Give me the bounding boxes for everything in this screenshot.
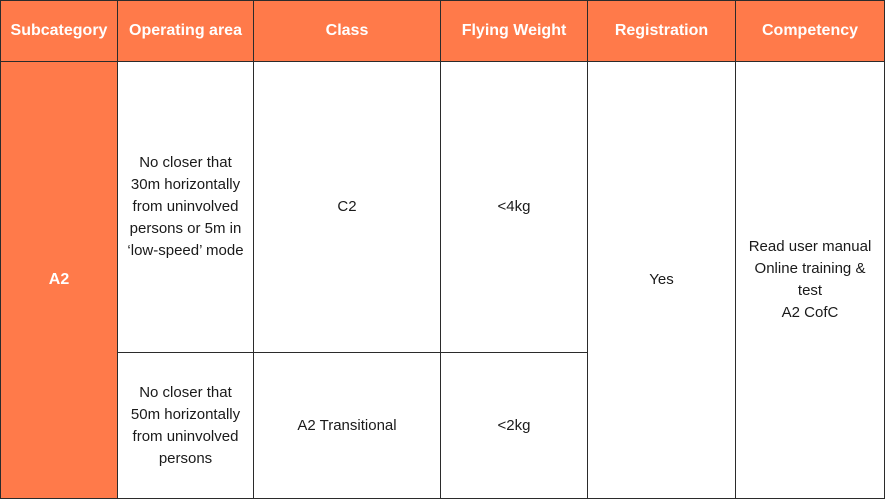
header-operating-area: Operating area [118,1,254,62]
competency-line: Online training & test [754,260,866,299]
table-row [1,62,885,353]
registration-cell: Yes [588,62,736,499]
flying-weight-cell: <2kg [441,353,588,499]
header-class: Class [254,1,441,62]
header-flying-weight: Flying Weight [441,1,588,62]
class-cell: A2 Transitional [254,353,441,499]
operating-area-cell: No closer that 50m horizontally from uninvolved persons [118,353,254,499]
header-registration: Registration [588,1,736,62]
operating-area-cell: No closer that 30m horizontally from uninvolved persons or 5m in ‘low-speed’ mode [118,62,254,353]
competency-cell [736,62,885,499]
competency-line: Read user manual [748,238,872,255]
header-row [1,1,885,62]
flying-weight-cell: <4kg [441,62,588,353]
competency-line: A2 CofC [781,304,839,321]
header-subcategory: Subcategory [1,1,118,62]
subcategory-cell: A2 [1,62,118,499]
header-competency: Competency [736,1,885,62]
class-cell: C2 [254,62,441,353]
